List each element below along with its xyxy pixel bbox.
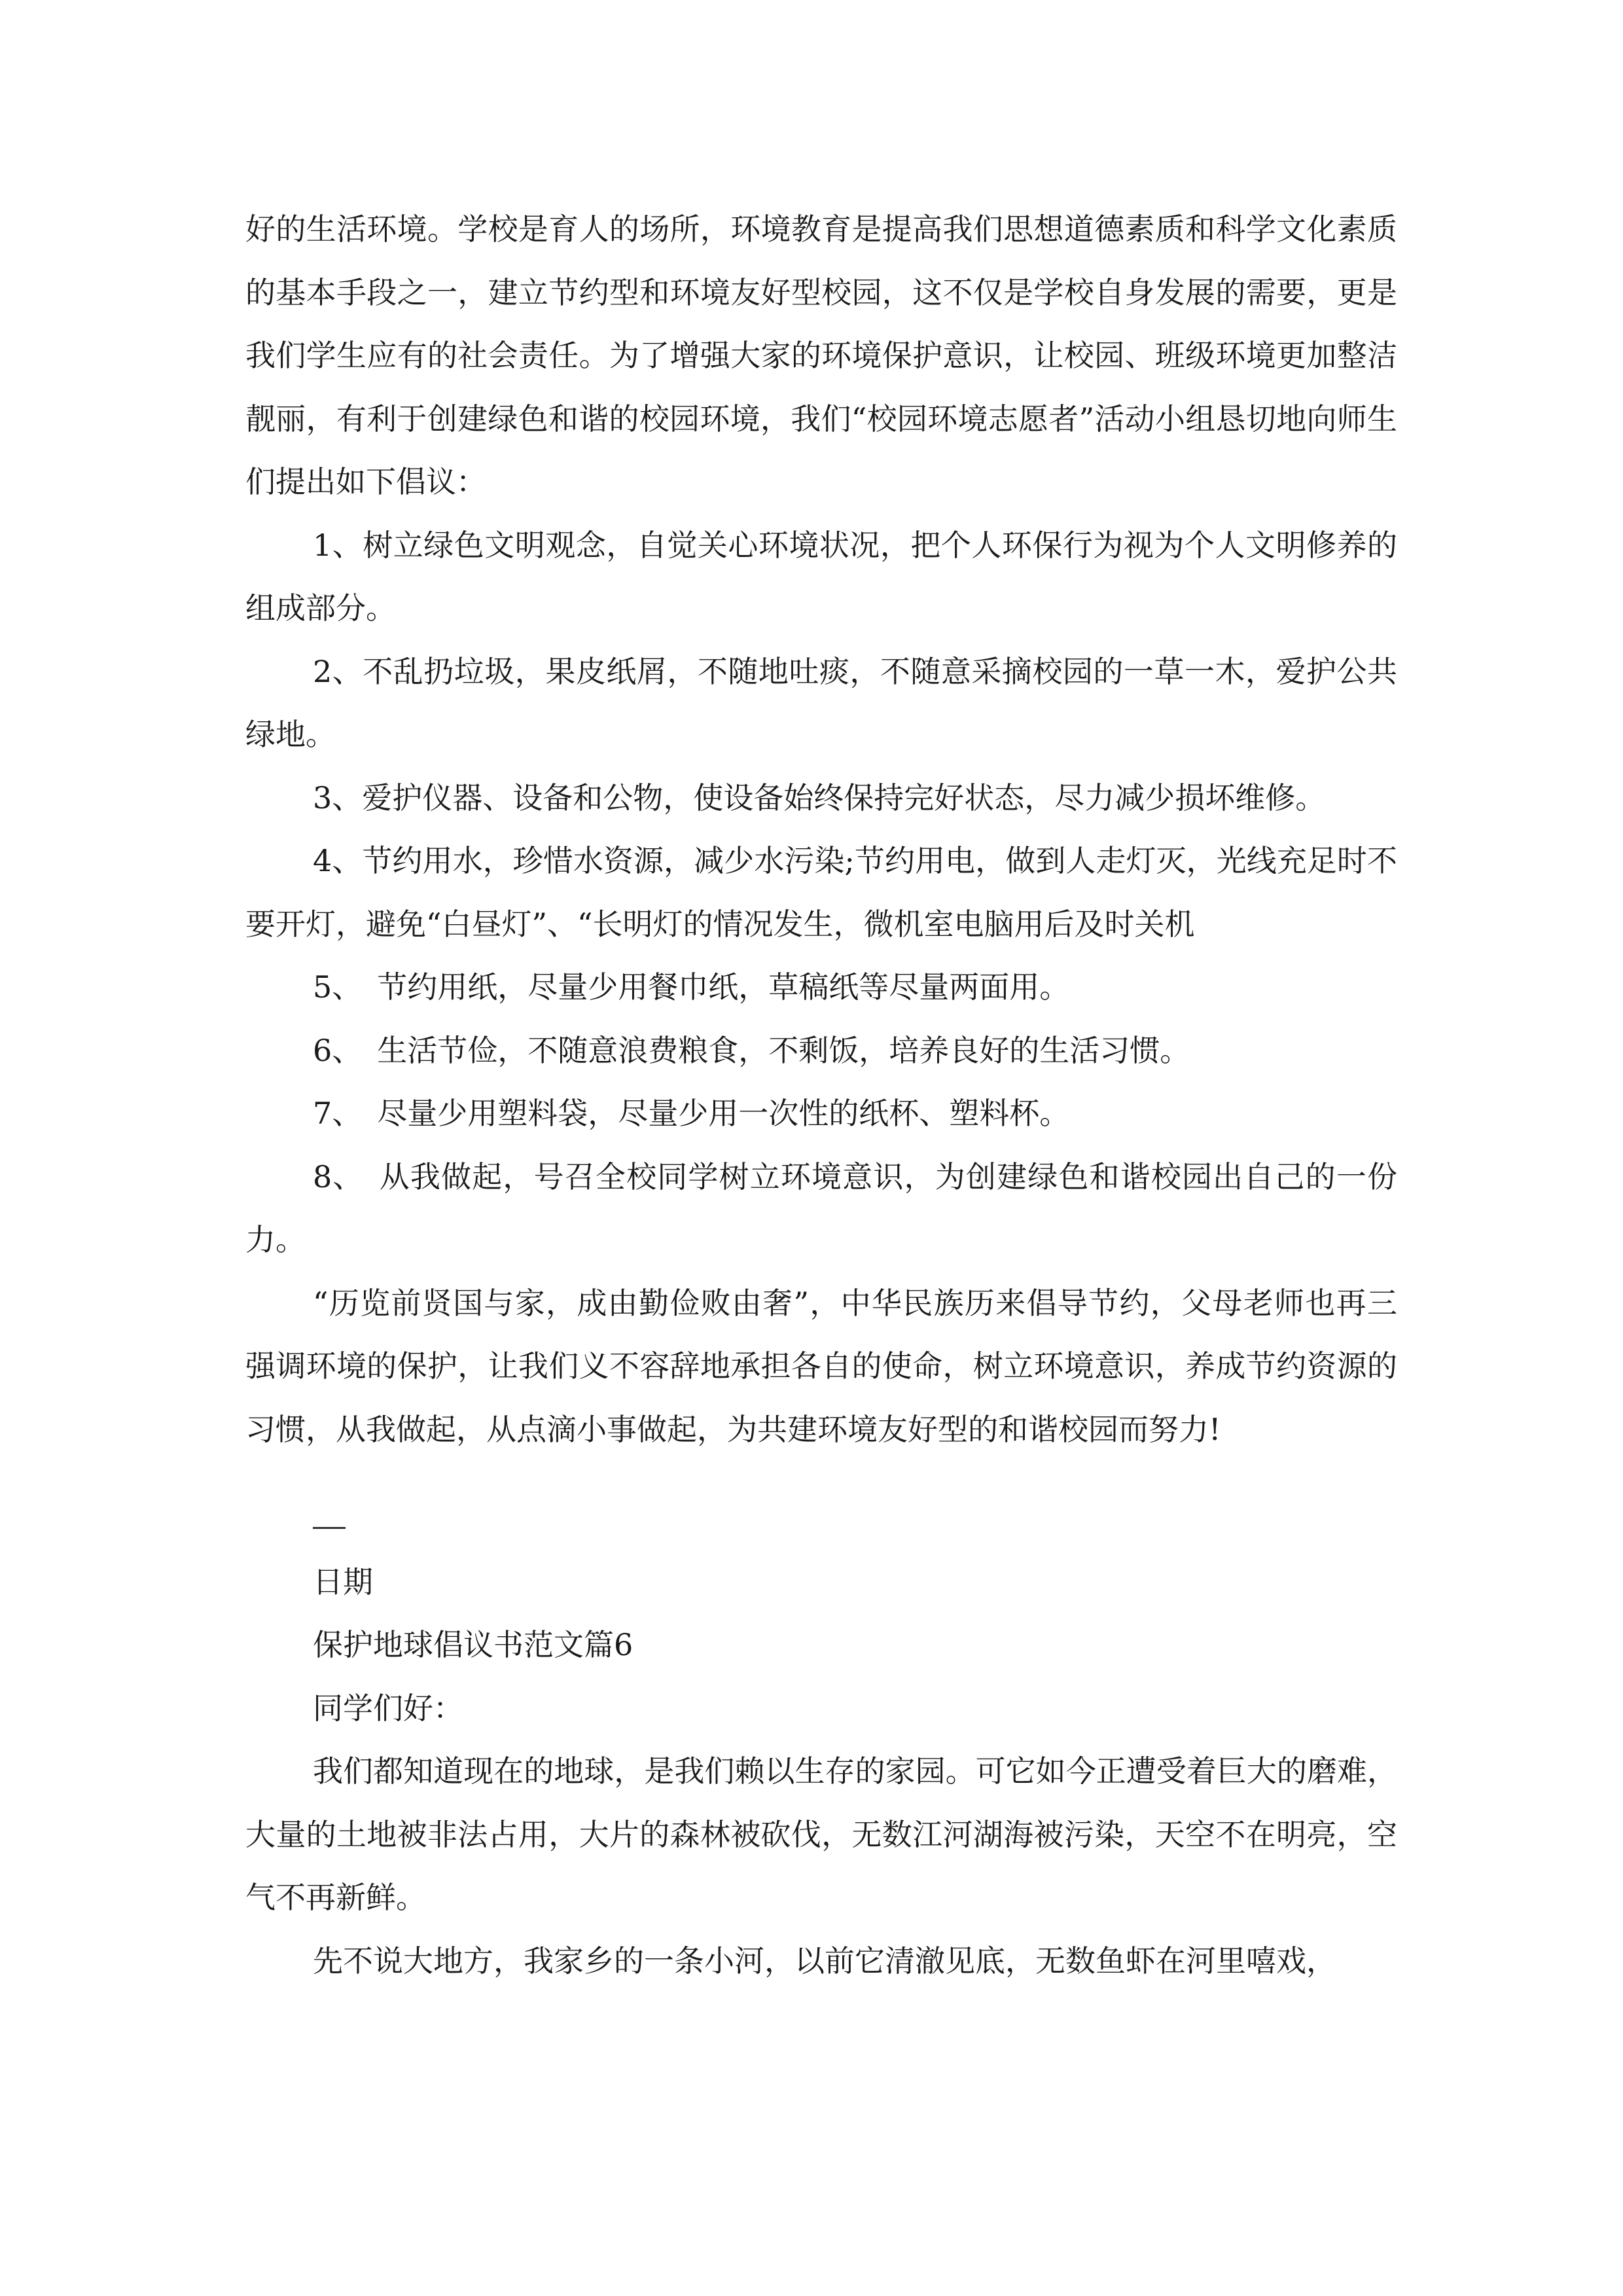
- proposal-item-2: 2、不乱扔垃圾，果皮纸屑，不随地吐痰，不随意采摘校园的一草一木，爱护公共绿地。: [245, 653, 1397, 752]
- document-body: [245, 198, 1397, 1992]
- spacer: [245, 1461, 1397, 1524]
- date-label: 日期: [313, 1564, 373, 1600]
- signature-dash: [313, 1527, 346, 1529]
- greeting: 同学们好：: [313, 1690, 463, 1726]
- proposal-item-1: 1、树立绿色文明观念，自觉关心环境状况，把个人环保行为视为个人文明修养的组成部分。: [245, 527, 1397, 626]
- article-title: 保护地球倡议书范文篇6: [313, 1627, 633, 1662]
- conclusion-paragraph: “历览前贤国与家，成由勤俭败由奢”，中华民族历来倡导节约，父母老师也再三强调环境的保护，让我们义不容辞地承担各自的使命，树立环境意识，养成节约资源的习惯，从我做起，从点滴小事做起，为共建环境友好型的和谐校园而努力!: [245, 1285, 1397, 1447]
- proposal-item-4: 4、节约用水，珍惜水资源，减少水污染;节约用电，做到人走灯灭，光线充足时不要开灯，避免“白昼灯”、“长明灯的情况发生，微机室电脑用后及时关机: [245, 843, 1397, 942]
- proposal-item-8: 8、 从我做起，号召全校同学树立环境意识，为创建绿色和谐校园出自己的一份力。: [245, 1158, 1397, 1257]
- signature-line: [245, 1524, 1397, 1551]
- proposal-item-7: 7、 尽量少用塑料袋，尽量少用一次性的纸杯、塑料杯。: [313, 1096, 1070, 1131]
- proposal-item-5: 5、 节约用纸，尽量少用餐巾纸，草稿纸等尽量两面用。: [313, 969, 1070, 1005]
- proposal-item-3: 3、爱护仪器、设备和公物，使设备始终保持完好状态，尽力减少损坏维修。: [313, 780, 1326, 816]
- earth-paragraph: 我们都知道现在的地球，是我们赖以生存的家园。可它如今正遭受着巨大的磨难，大量的土地被非法占用，大片的森林被砍伐，无数江河湖海被污染，天空不在明亮，空气不再新鲜。: [245, 1753, 1397, 1915]
- intro-paragraph: 好的生活环境。学校是育人的场所，环境教育是提高我们思想道德素质和科学文化素质的基本手段之一，建立节约型和环境友好型校园，这不仅是学校自身发展的需要，更是我们学生应有的社会责任。为了增强大家的环境保护意识，让校园、班级环境更加整洁靓丽，有利于创建绿色和谐的校园环境，我们“校园环境志愿者”活动小组恳切地向师生们提出如下倡议：: [245, 211, 1397, 499]
- proposal-item-6: 6、 生活节俭，不随意浪费粮食，不剩饭，培养良好的生活习惯。: [313, 1032, 1190, 1068]
- hometown-paragraph: 先不说大地方，我家乡的一条小河，以前它清澈见底，无数鱼虾在河里嘻戏，: [313, 1943, 1336, 1979]
